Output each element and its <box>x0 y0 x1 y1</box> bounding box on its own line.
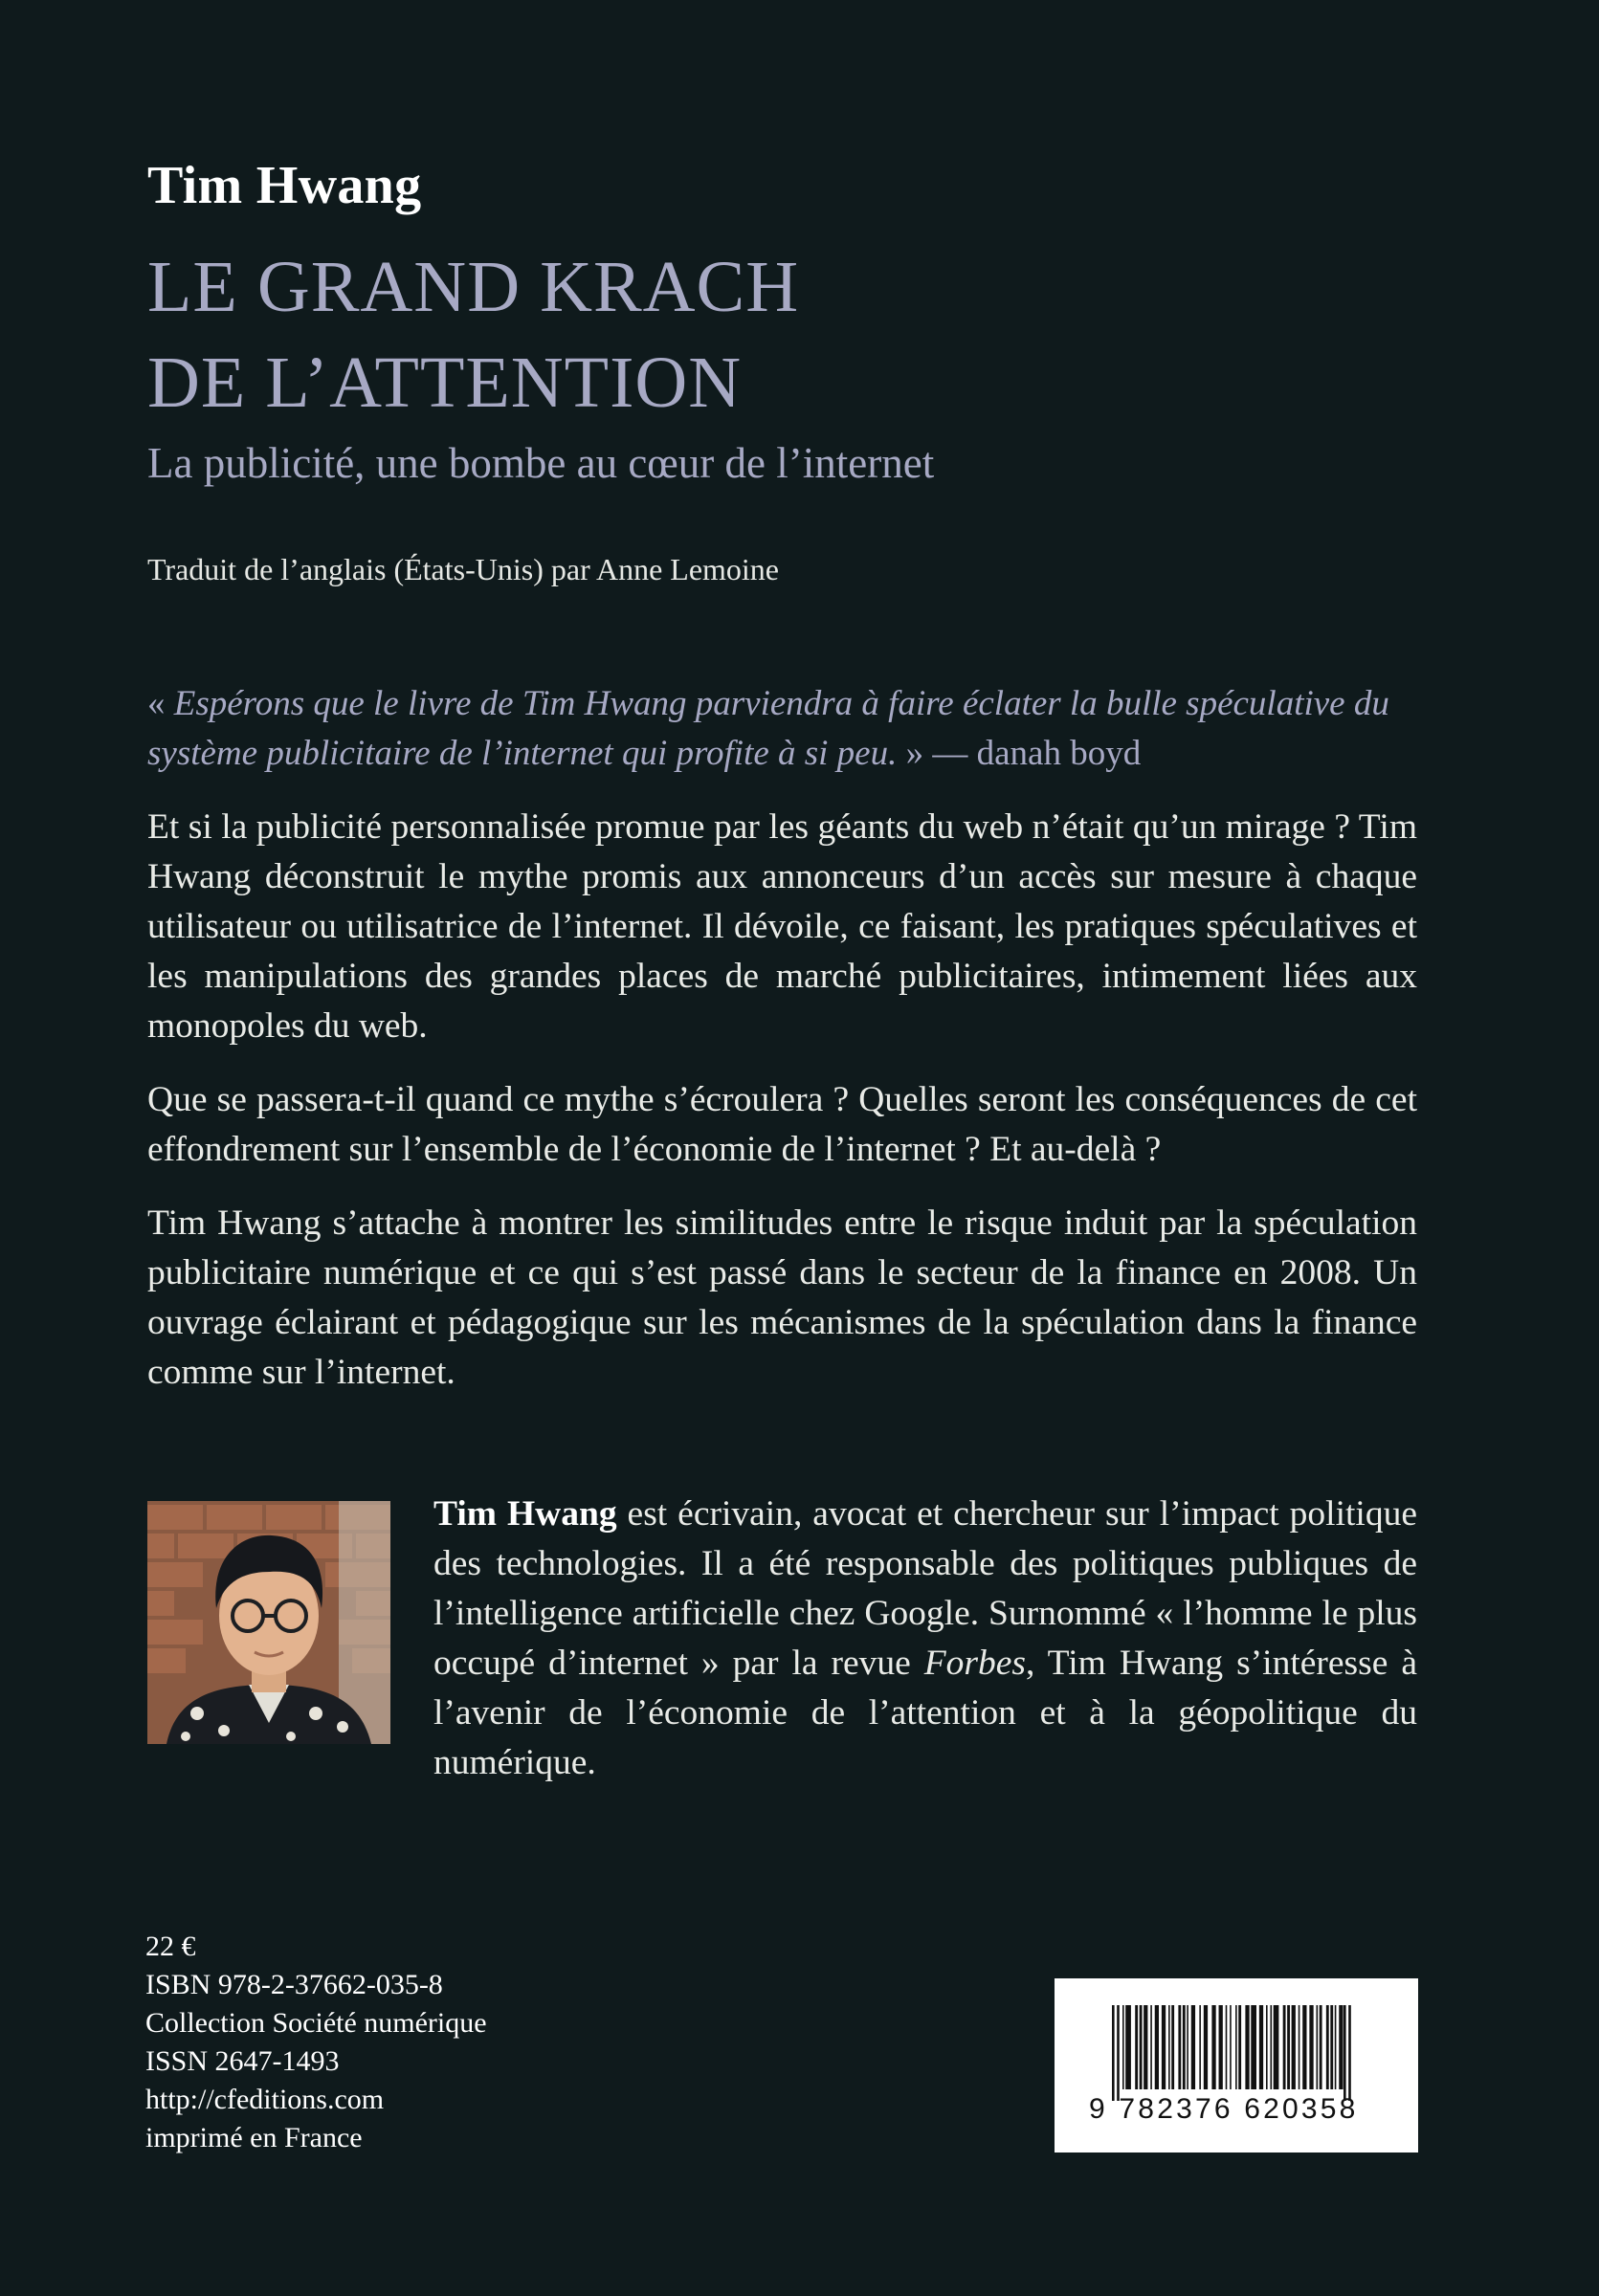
barcode-bar <box>1135 2005 1138 2089</box>
book-title <box>147 239 799 430</box>
barcode-bar <box>1287 2005 1290 2089</box>
quote-open-mark: « <box>147 684 174 723</box>
quote-close-mark: » <box>897 734 933 773</box>
barcode-bar <box>1309 2005 1313 2089</box>
title-line-2: DE L’ATTENTION <box>147 342 743 423</box>
barcode-bar <box>1235 2005 1237 2089</box>
translator-credit: Traduit de l’anglais (États-Unis) par Anne Lemoine <box>147 552 779 586</box>
barcode-bar <box>1320 2005 1322 2089</box>
barcode-bar <box>1259 2005 1263 2089</box>
description-paragraph-1: Et si la publicité personnalisée promue par les géants du web n’était qu’un mirage ? Tim Hwang déconstruit le mythe promis aux annonceurs d’un accès sur mesure à chaque utilisateur ou utilisatrice de l’internet. Il dévoile, ce faisant, les pratiques spéculatives et les manipulations des grandes places de marché publicitaires, intimement liées aux monopoles du web. <box>147 807 1417 1046</box>
bio-publication-name: Forbes <box>923 1644 1026 1683</box>
quote-attribution: — danah boyd <box>932 734 1142 773</box>
isbn: ISBN 978-2-37662-035-8 <box>145 1969 443 2000</box>
barcode-bar <box>1150 2005 1152 2089</box>
barcode-bar <box>1226 2005 1228 2089</box>
isbn-barcode <box>1055 1978 1418 2152</box>
bio-text-part-2: , Tim Hwang s’intéresse à l’avenir de l’économie de l’attention et à la géopolitique du numérique. <box>433 1644 1417 1782</box>
barcode-bar <box>1283 2005 1286 2089</box>
barcode-bar <box>1245 2005 1249 2089</box>
barcode-bar <box>1144 2005 1147 2089</box>
barcode-bar <box>1348 2005 1351 2101</box>
barcode-bar <box>1122 2005 1124 2089</box>
bio-text-part-1: est écrivain, avocat et chercheur sur l’impact politique des technologies. Il a été responsable des politiques publiques de l’intelligence artificielle chez Google. Surnommé « l’homme le plus occupé d’internet » par la revue <box>433 1494 1417 1683</box>
barcode-bar <box>1155 2005 1159 2089</box>
author-photo <box>147 1501 390 1744</box>
barcode-bar <box>1183 2005 1186 2089</box>
author-name: Tim Hwang <box>147 156 422 215</box>
printed-in: imprimé en France <box>145 2122 363 2153</box>
barcode-bar <box>1292 2005 1296 2089</box>
title-line-1: LE GRAND KRACH <box>147 247 800 327</box>
book-subtitle: La publicité, une bombe au cœur de l’internet <box>147 439 935 487</box>
barcode-bar <box>1317 2005 1319 2089</box>
author-bio <box>433 1490 1417 1788</box>
barcode-bar <box>1330 2005 1333 2089</box>
barcode-bar <box>1178 2005 1181 2089</box>
blurb-quote <box>147 679 1420 779</box>
barcode-bar <box>1117 2005 1120 2101</box>
barcode-digits: 9 782376 620358 <box>1089 2093 1359 2125</box>
barcode-bars <box>1055 1978 1418 2152</box>
barcode-bar <box>1204 2005 1208 2089</box>
barcode-bar <box>1112 2005 1115 2101</box>
barcode-bar <box>1339 2005 1343 2089</box>
publisher-website: http://cfeditions.com <box>145 2084 385 2115</box>
barcode-bar <box>1199 2005 1201 2089</box>
barcode-bar <box>1302 2005 1306 2089</box>
barcode-bar <box>1230 2005 1232 2089</box>
issn: ISSN 2647-1493 <box>145 2045 340 2077</box>
barcode-bar <box>1187 2005 1188 2089</box>
barcode-bar <box>1219 2005 1223 2089</box>
barcode-bar <box>1162 2005 1166 2089</box>
barcode-bar <box>1140 2005 1143 2089</box>
bio-author-name: Tim Hwang <box>433 1494 617 1534</box>
barcode-bar <box>1238 2005 1241 2089</box>
quote-text: Espérons que le livre de Tim Hwang parviendra à faire éclater la bulle spéculative du système publicitaire de l’internet qui profite à si peu. <box>147 684 1389 773</box>
barcode-bar <box>1191 2005 1195 2089</box>
barcode-bar <box>1335 2005 1337 2089</box>
description-paragraph-2: Que se passera-t-il quand ce mythe s’écroulera ? Quelles seront les conséquences de cet effondrement sur l’ensemble de l’économie de l’internet ? Et au-delà ? <box>147 1080 1417 1169</box>
barcode-bar <box>1299 2005 1300 2089</box>
description-paragraph-3: Tim Hwang s’attache à montrer les similitudes entre le risque induit par la spéculation publicitaire numérique et ce qui s’est passé dans le secteur de la finance en 2008. Un ouvrage éclairant et pédagogique sur les mécanismes de la spéculation dans la finance comme sur l’internet. <box>147 1203 1417 1392</box>
barcode-bar <box>1125 2005 1131 2089</box>
barcode-bar <box>1168 2005 1170 2089</box>
barcode-bar <box>1270 2005 1272 2089</box>
barcode-bar <box>1344 2005 1346 2101</box>
collection-name: Collection Société numérique <box>145 2007 487 2039</box>
price: 22 € <box>145 1931 196 1962</box>
barcode-bar <box>1211 2005 1215 2089</box>
barcode-bar <box>1274 2005 1279 2089</box>
barcode-bar <box>1251 2005 1256 2089</box>
barcode-bar <box>1326 2005 1329 2089</box>
barcode-bar <box>1266 2005 1268 2089</box>
barcode-bar <box>1171 2005 1174 2089</box>
colophon <box>145 1928 487 2157</box>
